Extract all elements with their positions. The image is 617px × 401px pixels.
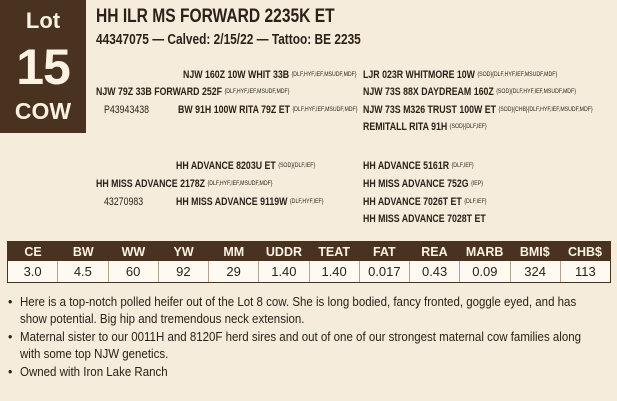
epd-header: YW xyxy=(173,244,194,259)
note-item: • Maternal sister to our 0011H and 8120F herd sires and out of one of our strongest maternal cow families along with some top NJW genetics. xyxy=(8,330,582,361)
epd-table xyxy=(7,241,611,283)
epd-value: 3.0 xyxy=(23,264,42,279)
pedigree-dam-dam-sire: HH MISS ADVANCE 9119W $^{\{DLF,HYF,IEF\}}$ xyxy=(176,196,324,208)
epd-header: BW xyxy=(72,244,94,259)
epd-header: FAT xyxy=(372,244,396,259)
pedigree-sire-dam-dam-sire: NJW 73S M326 TRUST 100W ET $^{\{SOD\}\{CHB\}\{DLF,HYF,IEF,MSUDF,MDF\}}$ xyxy=(363,104,593,116)
epd-header: CHB$ xyxy=(567,244,602,259)
pedigree-dam-reg: 43270983 xyxy=(104,196,144,208)
epd-value: 29 xyxy=(208,261,258,282)
epd-header: BMI$ xyxy=(519,244,550,259)
epd-header: UDDR xyxy=(265,244,302,259)
epd-header: TEAT xyxy=(318,244,350,259)
lot-number: 15 xyxy=(16,39,70,95)
pedigree-dam: HH MISS ADVANCE 2178Z $^{\{DLF,HYF,IEF,MSUDF,MDF\}}$ xyxy=(96,178,273,190)
epd-header: MM xyxy=(223,244,245,259)
pedigree-sire-sire-sire: NJW 160Z 10W WHIT 33B $^{\{DLF,HYF,IEF,MSUDF,MDF\}}$ xyxy=(183,69,357,81)
bullet-icon: • xyxy=(8,295,13,309)
pedigree-dam-dam-dam-dam-sire: HH ADVANCE 7026T ET $^{\{DLF,IEF\}}$ xyxy=(363,196,487,208)
epd-value: 1.40 xyxy=(258,261,308,282)
pedigree-sire-dam: NJW 73S 88X DAYDREAM 160Z $^{\{SOD\}\{DLF,HYF,IEF,MSUDF,MDF\}}$ xyxy=(363,86,576,98)
epd-value: 60 xyxy=(108,261,158,282)
epd-value: 92 xyxy=(158,261,208,282)
note-item: • Owned with Iron Lake Ranch xyxy=(8,365,168,379)
pedigree-dam-dam-dam-dam: HH MISS ADVANCE 7028T ET xyxy=(363,213,486,225)
pedigree-sire-reg: P43943438 xyxy=(104,104,150,116)
pedigree-dam-dam-dam: HH MISS ADVANCE 752G $^{\{IEP\}}$ xyxy=(363,178,483,190)
pedigree-dam-sire-sire: HH ADVANCE 8203U ET $^{\{SOD\}\{DLF,IEF\}}$ xyxy=(176,160,316,172)
epd-value: 113 xyxy=(560,261,610,282)
epd-header: REA xyxy=(421,244,448,259)
note-item: • Here is a top-notch polled heifer out of the Lot 8 cow. She is long bodied, fancy fronted, goggle eyed, and has show potential. Big hip and tremendous neck extension. xyxy=(8,295,577,326)
pedigree-sire: NJW 79Z 33B FORWARD 252F $^{\{DLF,HYF,IEF,MSUDF,MDF\}}$ xyxy=(96,86,290,98)
animal-details: 44347075 — Calved: 2/15/22 — Tattoo: BE 2235 xyxy=(96,32,361,48)
bullet-icon: • xyxy=(8,330,13,344)
epd-value: 324 xyxy=(510,261,560,282)
lot-box xyxy=(0,0,86,133)
epd-value: 0.017 xyxy=(359,261,409,282)
epd-value: 1.40 xyxy=(309,261,359,282)
epd-header: CE xyxy=(24,244,42,259)
epd-value: 0.43 xyxy=(409,261,459,282)
pedigree-sire-dam-dam: REMITALL RITA 91H $^{\{SOD\}\{DLF,IEF\}}$ xyxy=(363,121,487,133)
notes-list xyxy=(6,294,606,382)
epd-value: 0.09 xyxy=(459,261,509,282)
pedigree-sire-sire-dam: BW 91H 100W RITA 79Z ET $^{\{DLF,HYF,IEF,MSUDF,MDF\}}$ xyxy=(178,104,358,116)
pedigree-sire-dam-sire: LJR 023R WHITMORE 10W $^{\{SOD\}\{DLF,HYF,IEF,MSUDF,MDF\}}$ xyxy=(363,69,558,81)
epd-header: MARB xyxy=(465,244,504,259)
epd-header: WW xyxy=(121,244,146,259)
epd-value: 4.5 xyxy=(57,261,107,282)
animal-name: HH ILR MS FORWARD 2235K ET xyxy=(96,6,335,27)
pedigree-dam-dam-dam-sire: HH ADVANCE 5161R $^{\{DLF,IEF\}}$ xyxy=(363,160,474,172)
lot-label: Lot xyxy=(25,8,61,33)
epd-value-row xyxy=(8,261,610,282)
epd-header-row xyxy=(8,242,610,261)
bullet-icon: • xyxy=(8,365,13,379)
lot-type: COW xyxy=(14,98,72,124)
